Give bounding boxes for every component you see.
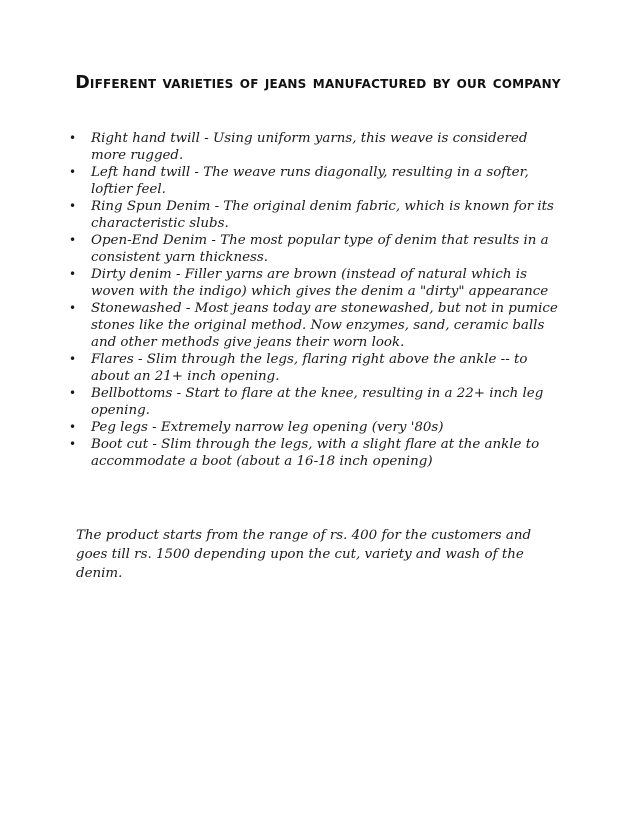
bullet-icon: •: [69, 437, 77, 451]
document-title: Different varieties of jeans manufactured by our company: [75, 73, 561, 93]
bullet-icon: •: [69, 199, 77, 213]
list-item-text: Peg legs - Extremely narrow leg opening (very '80s): [91, 420, 444, 435]
list-item-text: Flares - Slim through the legs, flaring right above the ankle -- to about an 21+ inch opening.: [91, 352, 528, 384]
list-item: [66, 198, 566, 232]
list-item-text: Boot cut - Slim through the legs, with a slight flare at the ankle to accommodate a boot (about a 16-18 inch opening): [91, 437, 540, 469]
list-item: [66, 351, 566, 385]
bullet-icon: •: [69, 352, 77, 366]
list-item-text: Dirty denim - Filler yarns are brown (instead of natural which is woven with the indigo) which gives the denim a "dirty" appearance: [91, 267, 549, 299]
bullet-icon: •: [69, 233, 77, 247]
jeans-varieties-list: [66, 130, 566, 470]
bullet-icon: •: [69, 301, 77, 315]
list-item: [66, 300, 566, 351]
list-item: [66, 436, 566, 470]
bullet-icon: •: [69, 165, 77, 179]
list-item: [66, 385, 566, 419]
bullet-icon: •: [69, 131, 77, 145]
list-item-text: Left hand twill - The weave runs diagonally, resulting in a softer, loftier feel.: [91, 165, 529, 197]
list-item: [66, 164, 566, 198]
pricing-paragraph: The product starts from the range of rs. 400 for the customers and goes till rs. 1500 depending upon the cut, variety and wash of the denim.: [76, 528, 532, 581]
list-item: [66, 130, 566, 164]
list-item-text: Right hand twill - Using uniform yarns, this weave is considered more rugged.: [91, 131, 528, 163]
list-item-text: Ring Spun Denim - The original denim fabric, which is known for its characteristic slubs.: [91, 199, 554, 231]
bullet-icon: •: [69, 386, 77, 400]
list-item-text: Stonewashed - Most jeans today are stonewashed, but not in pumice stones like the original method. Now enzymes, sand, ceramic balls and other methods give jeans their worn look.: [91, 301, 558, 350]
list-item-text: Open-End Denim - The most popular type of denim that results in a consistent yarn thickness.: [91, 233, 549, 265]
list-item: [66, 266, 566, 300]
list-item: [66, 232, 566, 266]
list-item-text: Bellbottoms - Start to flare at the knee, resulting in a 22+ inch leg opening.: [91, 386, 544, 418]
bullet-icon: •: [69, 267, 77, 281]
bullet-icon: •: [69, 420, 77, 434]
list-item: [66, 419, 566, 436]
